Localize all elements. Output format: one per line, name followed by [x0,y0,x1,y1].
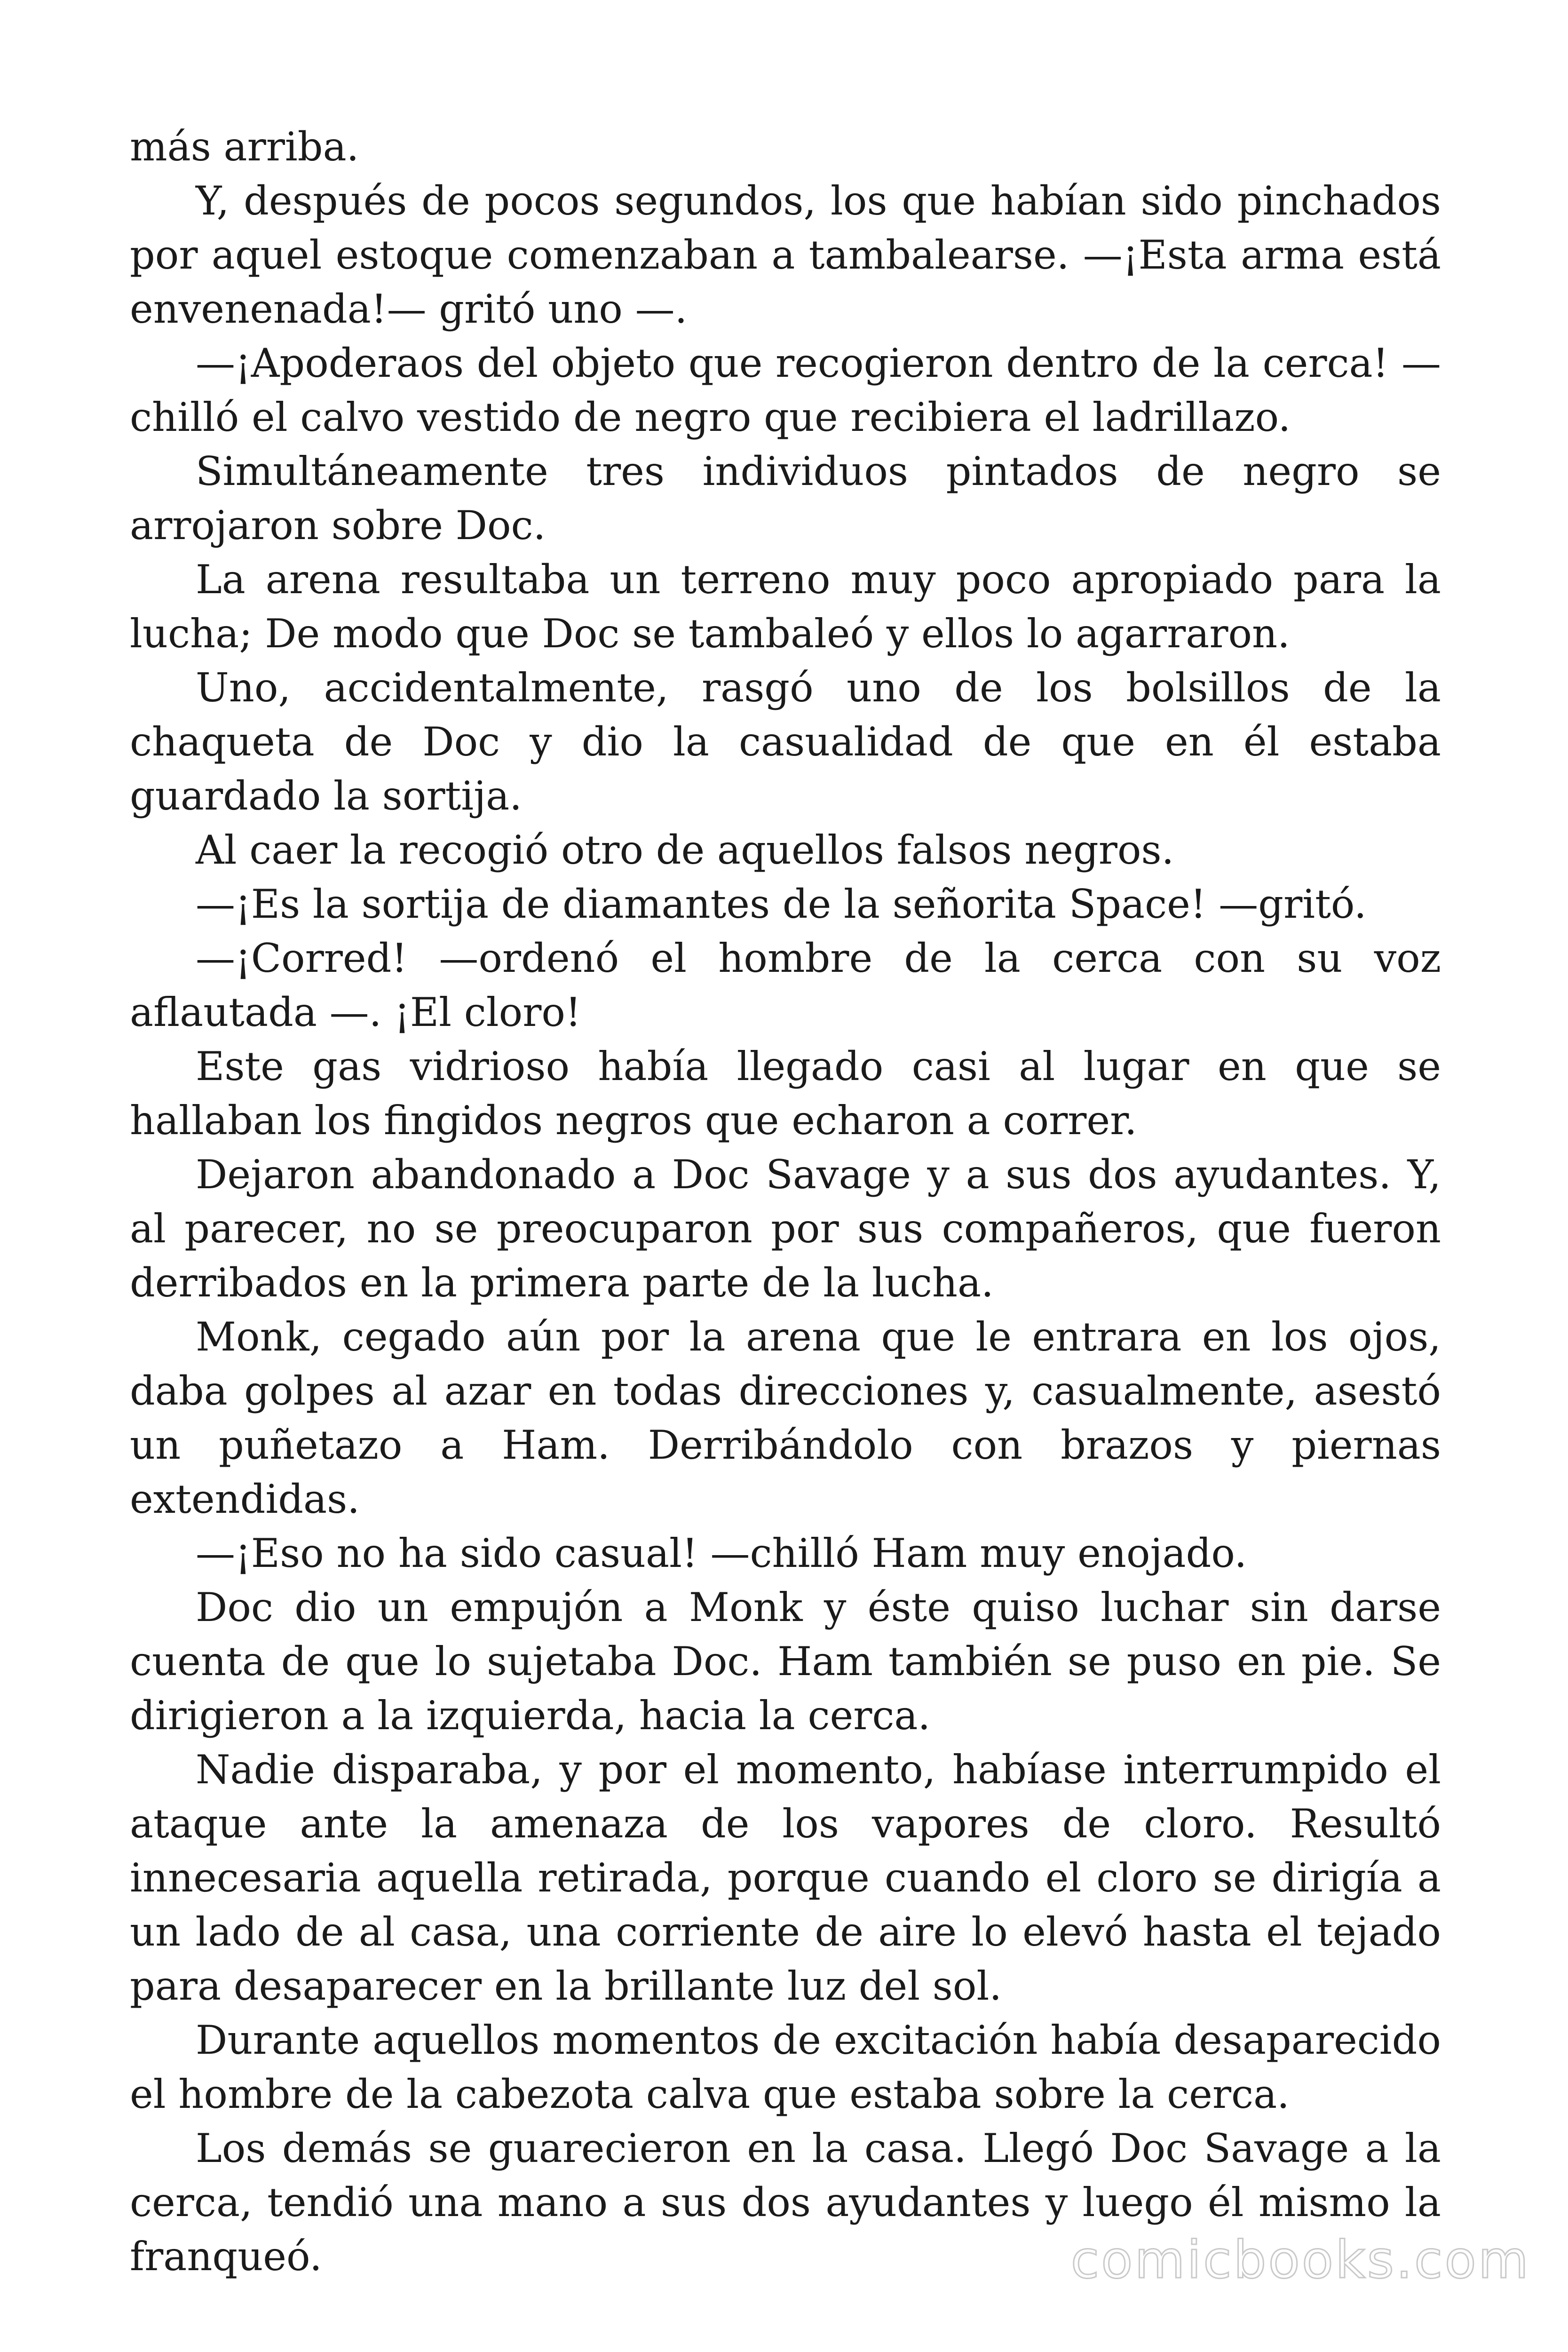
paragraph-3: —¡Apoderaos del objeto que recogieron dentro de la cerca! —chilló el calvo vestido de negro que recibiera el ladrillazo. [130,340,1441,440]
paragraph-15: Nadie disparaba, y por el momento, habíase interrumpido el ataque ante la amenaza de los vapores de cloro. Resultó innecesaria aquella retirada, porque cuando el cloro se dirigía a un lado de al casa, una corriente de aire lo elevó hasta el tejado para desaparecer en la brillante luz del sol. [130,1747,1441,2009]
paragraph-4: Simultáneamente tres individuos pintados de negro se arrojaron sobre Doc. [130,448,1441,548]
paragraph-17: Los demás se guarecieron en la casa. Llegó Doc Savage a la cerca, tendió una mano a sus dos ayudantes y luego él mismo la franqueó. [130,2125,1441,2280]
page-text [130,120,1441,2284]
paragraph-5: La arena resultaba un terreno muy poco apropiado para la lucha; De modo que Doc se tambaleó y ellos lo agarraron. [130,556,1441,657]
watermark-logo: comicbooks.com [1070,2230,1530,2290]
paragraph-8: —¡Es la sortija de diamantes de la señorita Space! —gritó. [196,881,1367,927]
paragraph-16: Durante aquellos momentos de excitación había desaparecido el hombre de la cabezota calva que estaba sobre la cerca. [130,2017,1441,2117]
paragraph-6: Uno, accidentalmente, rasgó uno de los bolsillos de la chaqueta de Doc y dio la casualidad de que en él estaba guardado la sortija. [130,665,1441,819]
paragraph-7: Al caer la recogió otro de aquellos falsos negros. [196,827,1174,873]
paragraph-14: Doc dio un empujón a Monk y éste quiso luchar sin darse cuenta de que lo sujetaba Doc. Ham también se puso en pie. Se dirigieron a la izquierda, hacia la cerca. [130,1584,1441,1739]
paragraph-12: Monk, cegado aún por la arena que le entrara en los ojos, daba golpes al azar en todas direcciones y, casualmente, asestó un puñetazo a Ham. Derribándolo con brazos y piernas extendidas. [130,1314,1441,1522]
paragraph-10: Este gas vidrioso había llegado casi al lugar en que se hallaban los fingidos negros que echaron a correr. [130,1043,1441,1144]
paragraph-2: Y, después de pocos segundos, los que habían sido pinchados por aquel estoque comenzaban a tambalearse. —¡Esta arma está envenenada!— gritó uno —. [130,178,1441,332]
paragraph-13: —¡Eso no ha sido casual! —chilló Ham muy enojado. [196,1530,1247,1576]
paragraph-1: más arriba. [130,124,359,170]
paragraph-11: Dejaron abandonado a Doc Savage y a sus dos ayudantes. Y, al parecer, no se preocuparon por sus compañeros, que fueron derribados en la primera parte de la lucha. [130,1152,1441,1306]
paragraph-9: —¡Corred! —ordenó el hombre de la cerca con su voz aflautada —. ¡El cloro! [130,935,1441,1035]
